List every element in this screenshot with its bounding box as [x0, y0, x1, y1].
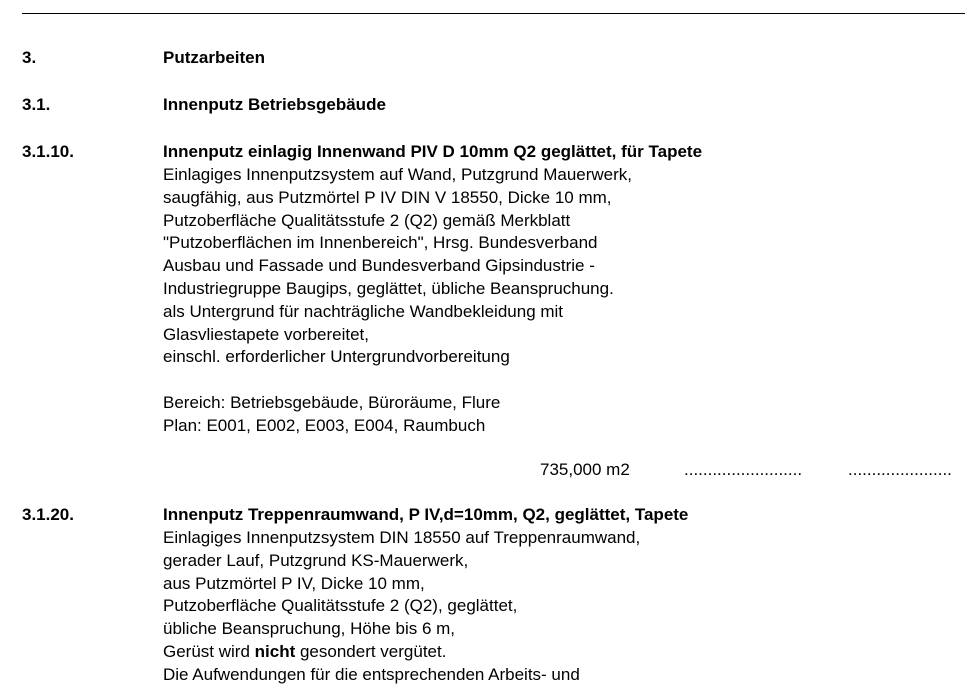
description-line: Glasvliestapete vorbereitet,	[163, 324, 369, 344]
plan-note: Plan: E001, E002, E003, E004, Raumbuch	[163, 415, 486, 435]
description-line: Putzoberfläche Qualitätsstufe 2 (Q2) gemäß Merkblatt	[163, 210, 571, 230]
scaffold-note	[163, 641, 953, 664]
position-description	[163, 164, 953, 438]
description-line: gerader Lauf, Putzgrund KS-Mauerwerk,	[163, 550, 469, 570]
description-line: einschl. erforderlicher Untergrundvorbereitung	[163, 347, 510, 367]
position-number: 3.1.20.	[22, 505, 74, 524]
description-line: saugfähig, aus Putzmörtel P IV DIN V 18550, Dicke 10 mm,	[163, 187, 612, 207]
scaffold-note-emphasis: nicht	[254, 641, 296, 661]
description-line: Einlagiges Innenputzsystem DIN 18550 auf Treppenraumwand,	[163, 528, 641, 547]
description-line: Putzoberfläche Qualitätsstufe 2 (Q2), geglättet,	[163, 596, 518, 616]
section-number: 3.	[22, 48, 37, 67]
position-number: 3.1.10.	[22, 142, 74, 161]
description-line: als Untergrund für nachträgliche Wandbekleidung mit	[163, 301, 564, 321]
scaffold-note-start: Gerüst wird	[163, 641, 255, 661]
position-description	[163, 527, 953, 687]
description-line: Ausbau und Fassade und Bundesverband Gipsindustrie -	[163, 256, 595, 276]
subsection-title: Innenputz Betriebsgebäude	[163, 95, 386, 114]
scaffold-note-end: gesondert vergütet.	[295, 641, 447, 661]
description-line: übliche Beanspruchung, Höhe bis 6 m,	[163, 619, 456, 639]
header-rule	[22, 13, 965, 14]
description-line: "Putzoberflächen im Innenbereich", Hrsg. Bundesverband	[163, 233, 598, 253]
unit-price-field: .........................	[684, 460, 803, 479]
description-line: Einlagiges Innenputzsystem auf Wand, Putzgrund Mauerwerk,	[163, 165, 633, 184]
subsection-number: 3.1.	[22, 95, 51, 114]
description-line: Industriegruppe Baugips, geglättet, übliche Beanspruchung.	[163, 278, 614, 298]
description-line: aus Putzmörtel P IV, Dicke 10 mm,	[163, 573, 425, 593]
total-price-field: ......................	[848, 460, 952, 479]
position-title: Innenputz Treppenraumwand, P IV,d=10mm, Q2, geglättet, Tapete	[163, 505, 689, 524]
area-note: Bereich: Betriebsgebäude, Büroräume, Flure	[163, 392, 501, 412]
position-title: Innenputz einlagig Innenwand PIV D 10mm Q2 geglättet, für Tapete	[163, 142, 703, 161]
quantity: 735,000 m2	[540, 460, 630, 479]
section-title: Putzarbeiten	[163, 48, 266, 67]
description-line: Die Aufwendungen für die entsprechenden Arbeits- und	[163, 664, 580, 684]
